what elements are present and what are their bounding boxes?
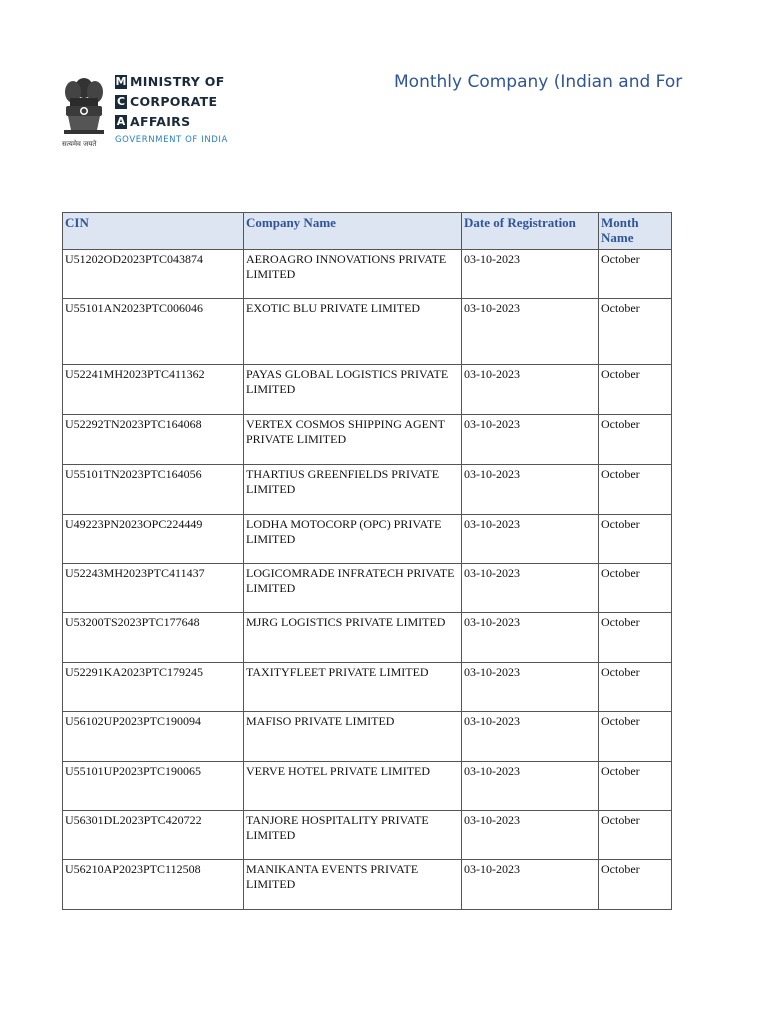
- logo-line-3: AFFAIRS: [130, 114, 191, 129]
- cell-cin: U55101TN2023PTC164056: [63, 465, 244, 515]
- table-row: [63, 564, 672, 613]
- table-header-row: [63, 213, 672, 250]
- logo-line-2: CORPORATE: [130, 94, 218, 109]
- cell-company-name: THARTIUS GREENFIELDS PRIVATE LIMITED: [244, 465, 462, 515]
- cell-month-name: October: [599, 365, 672, 415]
- cell-month-name: October: [599, 250, 672, 299]
- table-row: [63, 465, 672, 515]
- cell-company-name: MANIKANTA EVENTS PRIVATE LIMITED: [244, 860, 462, 910]
- column-header-cin: CIN: [63, 213, 244, 250]
- table-row: [63, 299, 672, 365]
- cell-cin: U56102UP2023PTC190094: [63, 712, 244, 762]
- cell-date-of-registration: 03-10-2023: [462, 250, 599, 299]
- page-header: [0, 0, 768, 170]
- logo-box-a: A: [116, 115, 126, 128]
- cell-cin: U52291KA2023PTC179245: [63, 663, 244, 712]
- cell-company-name: PAYAS GLOBAL LOGISTICS PRIVATE LIMITED: [244, 365, 462, 415]
- cell-cin: U56210AP2023PTC112508: [63, 860, 244, 910]
- cell-month-name: October: [599, 712, 672, 762]
- column-header-month-name: Month Name: [599, 213, 672, 250]
- cell-month-name: October: [599, 663, 672, 712]
- cell-company-name: MAFISO PRIVATE LIMITED: [244, 712, 462, 762]
- cell-cin: U53200TS2023PTC177648: [63, 613, 244, 663]
- document-title: Monthly Company (Indian and For: [394, 72, 683, 92]
- table-row: [63, 613, 672, 663]
- cell-date-of-registration: 03-10-2023: [462, 712, 599, 762]
- cell-month-name: October: [599, 811, 672, 860]
- cell-month-name: October: [599, 860, 672, 910]
- table-row: [63, 250, 672, 299]
- cell-company-name: TANJORE HOSPITALITY PRIVATE LIMITED: [244, 811, 462, 860]
- cell-company-name: VERVE HOTEL PRIVATE LIMITED: [244, 762, 462, 811]
- table-row: [63, 515, 672, 564]
- cell-date-of-registration: 03-10-2023: [462, 299, 599, 365]
- cell-month-name: October: [599, 465, 672, 515]
- cell-company-name: LODHA MOTOCORP (OPC) PRIVATE LIMITED: [244, 515, 462, 564]
- cell-month-name: October: [599, 564, 672, 613]
- cell-company-name: AEROAGRO INNOVATIONS PRIVATE LIMITED: [244, 250, 462, 299]
- cell-cin: U52292TN2023PTC164068: [63, 415, 244, 465]
- logo-subtitle: GOVERNMENT OF INDIA: [115, 135, 228, 145]
- cell-date-of-registration: 03-10-2023: [462, 564, 599, 613]
- table-row: [63, 712, 672, 762]
- column-header-company-name: Company Name: [244, 213, 462, 250]
- emblem-motto: सत्यमेव जयते: [62, 140, 97, 148]
- cell-month-name: October: [599, 299, 672, 365]
- cell-date-of-registration: 03-10-2023: [462, 762, 599, 811]
- cell-cin: U55101AN2023PTC006046: [63, 299, 244, 365]
- cell-date-of-registration: 03-10-2023: [462, 515, 599, 564]
- cell-date-of-registration: 03-10-2023: [462, 415, 599, 465]
- cell-cin: U52241MH2023PTC411362: [63, 365, 244, 415]
- cell-month-name: October: [599, 415, 672, 465]
- cell-cin: U49223PN2023OPC224449: [63, 515, 244, 564]
- cell-company-name: MJRG LOGISTICS PRIVATE LIMITED: [244, 613, 462, 663]
- table-row: [63, 860, 672, 910]
- cell-company-name: LOGICOMRADE INFRATECH PRIVATE LIMITED: [244, 564, 462, 613]
- table-row: [63, 811, 672, 860]
- cell-month-name: October: [599, 515, 672, 564]
- mca-logo: [115, 72, 228, 145]
- cell-cin: U52243MH2023PTC411437: [63, 564, 244, 613]
- cell-date-of-registration: 03-10-2023: [462, 663, 599, 712]
- cell-date-of-registration: 03-10-2023: [462, 811, 599, 860]
- cell-month-name: October: [599, 613, 672, 663]
- table-body: [63, 250, 672, 910]
- cell-date-of-registration: 03-10-2023: [462, 860, 599, 910]
- cell-month-name: October: [599, 762, 672, 811]
- cell-cin: U55101UP2023PTC190065: [63, 762, 244, 811]
- cell-date-of-registration: 03-10-2023: [462, 365, 599, 415]
- cell-date-of-registration: 03-10-2023: [462, 613, 599, 663]
- cell-company-name: EXOTIC BLU PRIVATE LIMITED: [244, 299, 462, 365]
- cell-company-name: VERTEX COSMOS SHIPPING AGENT PRIVATE LIMITED: [244, 415, 462, 465]
- column-header-date-of-registration: Date of Registration: [462, 213, 599, 250]
- logo-box-m: M: [115, 75, 127, 88]
- cell-cin: U51202OD2023PTC043874: [63, 250, 244, 299]
- cell-company-name: TAXITYFLEET PRIVATE LIMITED: [244, 663, 462, 712]
- table-row: [63, 415, 672, 465]
- table-row: [63, 365, 672, 415]
- company-registration-table: [62, 212, 672, 910]
- table-row: [63, 762, 672, 811]
- cell-date-of-registration: 03-10-2023: [462, 465, 599, 515]
- logo-box-c: C: [116, 95, 126, 108]
- national-emblem-icon: [60, 68, 108, 150]
- logo-line-1: MINISTRY OF: [130, 74, 225, 89]
- cell-cin: U56301DL2023PTC420722: [63, 811, 244, 860]
- table-row: [63, 663, 672, 712]
